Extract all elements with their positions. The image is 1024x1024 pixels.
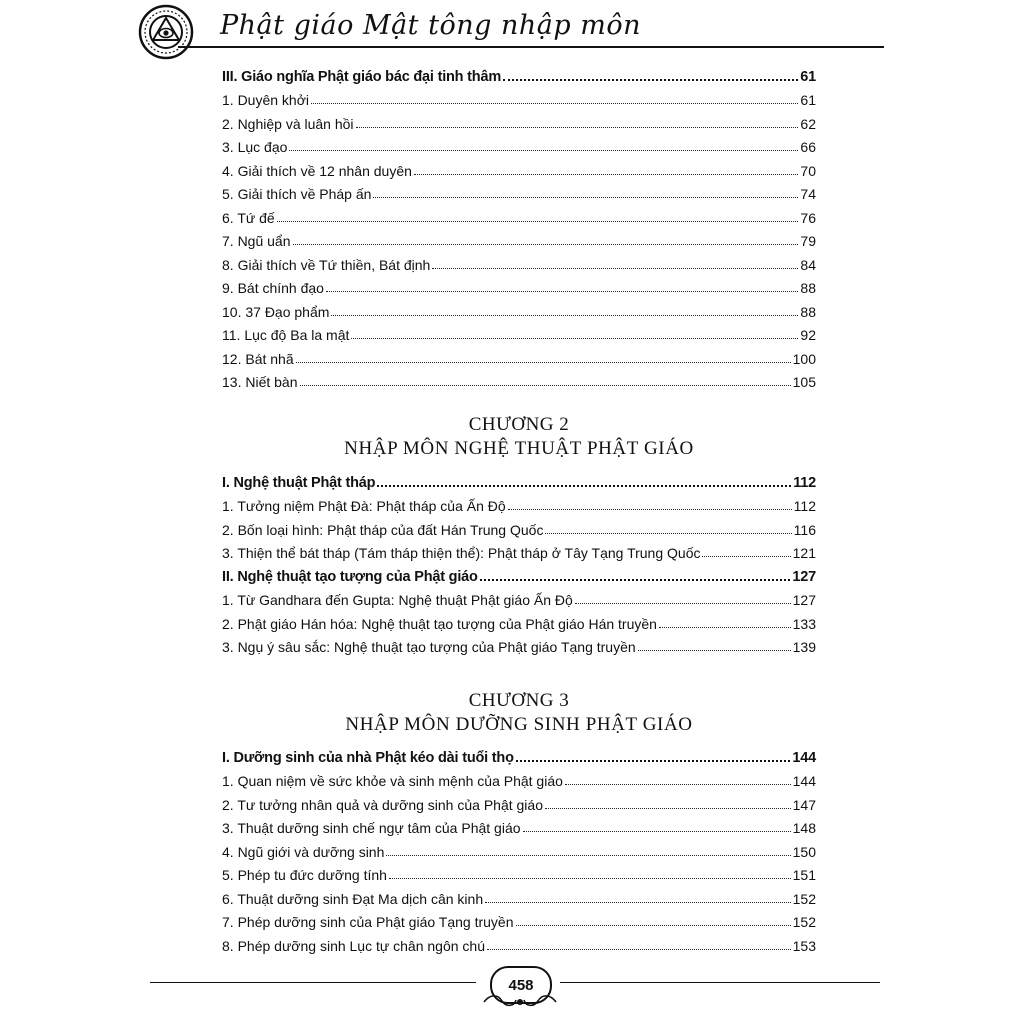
- toc-entry-label: 7. Ngũ uẩn: [222, 233, 291, 249]
- toc-entry-label: 3. Thiện thể bát tháp (Tám tháp thiện thể): Phật tháp ở Tây Tạng Trung Quốc: [222, 545, 701, 561]
- running-header-title: Phật giáo Mật tông nhập môn: [220, 10, 641, 41]
- leader-dots: [523, 831, 791, 832]
- chapter-number: CHƯƠNG 3: [468, 690, 570, 711]
- toc-entry-page: 112: [793, 498, 816, 514]
- toc-entry[interactable]: [222, 226, 816, 250]
- toc-entry[interactable]: [222, 202, 816, 226]
- toc-entry-label: 10. 37 Đạo phẩm: [222, 303, 330, 320]
- leader-dots: [326, 291, 798, 292]
- toc-entry[interactable]: [222, 320, 816, 344]
- leader-dots: [480, 579, 791, 581]
- toc-entry[interactable]: [222, 836, 816, 860]
- toc-entry-page: 66: [800, 139, 816, 155]
- toc-entry-page: 133: [792, 615, 816, 632]
- toc-entry[interactable]: [222, 632, 816, 656]
- toc-entry-label: 3. Ngụ ý sâu sắc: Nghệ thuật tạo tượng của Phật giáo Tạng truyền: [222, 639, 636, 655]
- toc-entry-page: 74: [800, 186, 816, 202]
- toc-entry-label: 11. Lục độ Ba la mật: [222, 327, 350, 343]
- page-footer: [150, 960, 880, 1020]
- toc-entry-page: 127: [792, 592, 816, 608]
- toc-section-title: II. Nghệ thuật tạo tượng của Phật giáo: [222, 568, 478, 585]
- toc-entry-page: 105: [792, 374, 816, 390]
- toc-block-chapter-1: [222, 61, 816, 390]
- toc-entry[interactable]: [222, 883, 816, 907]
- leader-dots: [377, 485, 791, 487]
- toc-entry-label: 1. Tưởng niệm Phật Đà: Phật tháp của Ấn Độ: [222, 498, 506, 514]
- leader-dots: [545, 808, 791, 809]
- leader-dots: [296, 362, 791, 363]
- toc-entry-page: 100: [792, 350, 816, 367]
- leader-dots: [545, 533, 791, 534]
- toc-entry-label: 3. Lục đạo: [222, 139, 288, 155]
- toc-entry[interactable]: [222, 514, 816, 538]
- leader-dots: [373, 197, 798, 198]
- toc-section-page: 127: [792, 568, 816, 585]
- leader-dots: [300, 385, 791, 386]
- toc-entry[interactable]: [222, 491, 816, 515]
- toc-entry-page: 76: [800, 209, 816, 226]
- leader-dots: [487, 949, 791, 950]
- leader-dots: [311, 103, 798, 104]
- toc-block-chapter-2: [222, 467, 816, 655]
- leader-dots: [331, 315, 798, 316]
- toc-entry-page: 70: [800, 162, 816, 179]
- toc-entry-label: 8. Giải thích về Tứ thiền, Bát định: [222, 256, 431, 273]
- leader-dots: [575, 603, 791, 604]
- toc-block-chapter-3: [222, 742, 816, 954]
- toc-entry-page: 62: [800, 115, 816, 132]
- toc-entry-page: 152: [792, 890, 816, 907]
- toc-section[interactable]: [222, 561, 816, 585]
- toc-entry-page: 88: [800, 303, 816, 320]
- page-header: [138, 0, 884, 62]
- page-number: 458: [508, 976, 534, 994]
- toc-entry-label: 3. Thuật dưỡng sinh chế ngự tâm của Phật giáo: [222, 820, 521, 836]
- leader-dots: [389, 878, 791, 879]
- toc-entry-label: 6. Tứ đế: [222, 209, 275, 226]
- toc-entry-page: 116: [793, 521, 816, 538]
- toc-entry[interactable]: [222, 155, 816, 179]
- toc-section-title: I. Nghệ thuật Phật tháp: [222, 474, 376, 491]
- toc-entry[interactable]: [222, 296, 816, 320]
- toc-entry[interactable]: [222, 343, 816, 367]
- leader-dots: [508, 509, 792, 510]
- toc-entry-page: 92: [800, 327, 816, 343]
- toc-entry[interactable]: [222, 132, 816, 156]
- toc-entry[interactable]: [222, 766, 816, 790]
- toc-entry-label: 2. Tư tưởng nhân quả và dưỡng sinh của Phật giáo: [222, 796, 543, 813]
- toc-entry[interactable]: [222, 789, 816, 813]
- toc-entry[interactable]: [222, 608, 816, 632]
- toc-entry-page: 121: [792, 545, 816, 561]
- toc-entry-page: 61: [800, 92, 816, 108]
- toc-section-title: III. Giáo nghĩa Phật giáo bác đại tinh thâm: [222, 68, 502, 85]
- toc-entry[interactable]: [222, 813, 816, 837]
- toc-entry[interactable]: [222, 249, 816, 273]
- toc-entry-page: 84: [800, 256, 816, 273]
- toc-entry-page: 147: [792, 796, 816, 813]
- toc-entry-page: 153: [792, 937, 816, 954]
- toc-entry-page: 150: [792, 843, 816, 860]
- buddhist-emblem-icon: [138, 4, 194, 60]
- leader-dots: [516, 760, 791, 762]
- chapter-title: NHẬP MÔN DƯỠNG SINH PHẬT GIÁO: [345, 714, 693, 735]
- toc-section[interactable]: [222, 467, 816, 491]
- toc-section-page: 61: [800, 68, 816, 85]
- toc-entry-page: 144: [792, 773, 816, 789]
- toc-entry[interactable]: [222, 930, 816, 954]
- leader-dots: [638, 650, 791, 651]
- toc-entry-label: 7. Phép dưỡng sinh của Phật giáo Tạng truyền: [222, 914, 514, 930]
- toc-entry-label: 1. Từ Gandhara đến Gupta: Nghệ thuật Phật giáo Ấn Độ: [222, 592, 573, 608]
- toc-entry-label: 2. Nghiệp và luân hồi: [222, 115, 354, 132]
- toc-entry[interactable]: [222, 179, 816, 203]
- chapter-heading: [222, 414, 816, 460]
- leader-dots: [702, 556, 790, 557]
- leader-dots: [503, 79, 798, 81]
- leader-dots: [516, 925, 791, 926]
- toc-section[interactable]: [222, 742, 816, 766]
- leader-dots: [565, 784, 791, 785]
- chapter-title: NHẬP MÔN NGHỆ THUẬT PHẬT GIÁO: [344, 438, 694, 459]
- toc-entry-label: 5. Phép tu đức dưỡng tính: [222, 867, 387, 883]
- chapter-number: CHƯƠNG 2: [468, 414, 570, 435]
- toc-section-page: 144: [792, 749, 816, 766]
- toc-entry[interactable]: [222, 85, 816, 109]
- toc-entry-label: 12. Bát nhã: [222, 350, 294, 367]
- leader-dots: [293, 244, 799, 245]
- toc-entry-label: 9. Bát chính đạo: [222, 280, 324, 296]
- toc-entry-label: 4. Giải thích về 12 nhân duyên: [222, 162, 412, 179]
- leader-dots: [659, 627, 791, 628]
- toc-section-title: I. Dưỡng sinh của nhà Phật kéo dài tuổi thọ: [222, 749, 514, 766]
- toc-entry-page: 151: [792, 867, 816, 883]
- toc-entry-label: 5. Giải thích về Pháp ấn: [222, 186, 372, 202]
- toc-section[interactable]: [222, 61, 816, 85]
- toc-entry-label: 6. Thuật dưỡng sinh Đạt Ma dịch cân kinh: [222, 890, 484, 907]
- leader-dots: [351, 338, 798, 339]
- toc-entry[interactable]: [222, 538, 816, 562]
- toc-entry-label: 13. Niết bàn: [222, 374, 298, 390]
- toc-entry[interactable]: [222, 585, 816, 609]
- toc-entry-page: 79: [800, 233, 816, 249]
- toc-entry-label: 2. Bốn loại hình: Phật tháp của đất Hán Trung Quốc: [222, 521, 544, 538]
- toc-entry[interactable]: [222, 367, 816, 391]
- toc-entry-label: 1. Duyên khởi: [222, 92, 310, 108]
- toc-section-page: 112: [793, 474, 816, 491]
- toc-entry-page: 148: [792, 820, 816, 836]
- footer-rule-left: [150, 982, 476, 983]
- header-rule: [178, 46, 884, 48]
- toc-entry-label: 4. Ngũ giới và dưỡng sinh: [222, 843, 385, 860]
- chapter-heading: [222, 690, 816, 736]
- toc-entry[interactable]: [222, 860, 816, 884]
- cloud-ornament-icon: [480, 992, 560, 1010]
- leader-dots: [356, 127, 799, 128]
- leader-dots: [485, 902, 791, 903]
- toc-entry-page: 88: [800, 280, 816, 296]
- toc-entry-page: 139: [792, 639, 816, 655]
- toc-entry-label: 2. Phật giáo Hán hóa: Nghệ thuật tạo tượng của Phật giáo Hán truyền: [222, 615, 657, 632]
- leader-dots: [414, 174, 799, 175]
- toc-entry[interactable]: [222, 273, 816, 297]
- leader-dots: [277, 221, 799, 222]
- toc-entry-page: 152: [792, 914, 816, 930]
- leader-dots: [432, 268, 798, 269]
- toc-entry[interactable]: [222, 907, 816, 931]
- toc-entry[interactable]: [222, 108, 816, 132]
- footer-rule-right: [560, 982, 880, 983]
- toc-entry-label: 8. Phép dưỡng sinh Lục tự chân ngôn chú: [222, 937, 485, 954]
- toc-entry-label: 1. Quan niệm về sức khỏe và sinh mệnh của Phật giáo: [222, 773, 563, 789]
- leader-dots: [386, 855, 790, 856]
- leader-dots: [289, 150, 798, 151]
